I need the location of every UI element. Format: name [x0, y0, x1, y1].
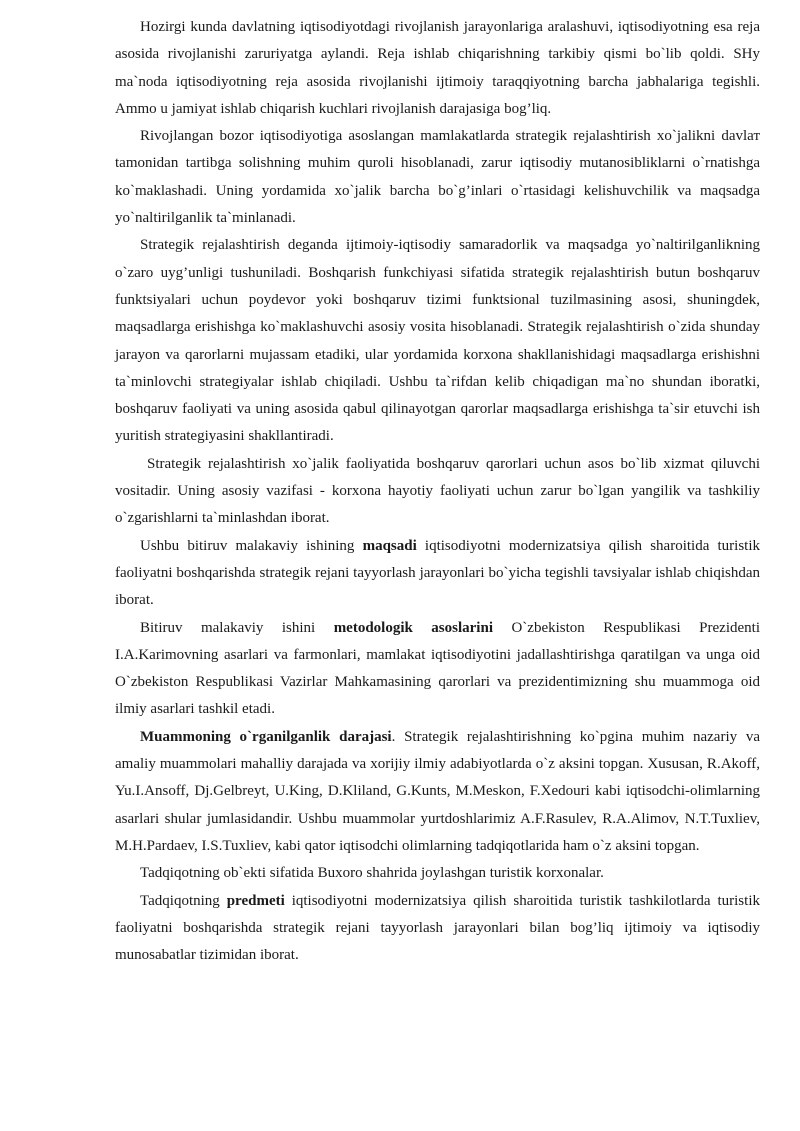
- text-segment: Ushbu bitiruv malakaviy ishining: [140, 537, 363, 554]
- paragraph-market-economy: [115, 123, 760, 232]
- paragraph-object: [115, 860, 760, 887]
- paragraph-research-level: [115, 724, 760, 860]
- paragraph-strategic-definition: [115, 232, 760, 450]
- text-segment: iqtisodiyotni modernizatsiya qilish sharoitida turistik tashkilotlarda turistik faoliyatni boshqarishda strategik rejani tayyorlash jarayonlari bilan bog’liq ijtimoiy va iqtisodiy munosabatlar tizimidan iborat.: [115, 892, 760, 964]
- paragraph-purpose: [115, 533, 760, 615]
- document-page: [115, 14, 760, 969]
- bold-term-research-level: Muammoning o`rganilganlik darajasi: [140, 728, 392, 745]
- bold-term-predmeti: predmeti: [226, 892, 285, 909]
- text-segment: Hozirgi kunda davlatning iqtisodiyotdagi rivojlanish jarayonlariga aralashuvi, iqtisodiyotning esa reja asosida rivojlanishi zaruriyatga aylandi. Reja ishlab chiqarishning tarkibiy qismi bo`lib qoldi. SHy ma`noda iqtisodiyotning reja asosida rivojlanishi ijtimoiy taraqqiyotning barcha jabhalariga tegishli. Ammo u jamiyat ishlab chiqarish kuchlari rivojlanish darajasiga bog’liq.: [115, 19, 760, 117]
- paragraph-strategic-tool: [115, 451, 760, 533]
- text-segment: Strategik rejalashtirish xo`jalik faoliyatida boshqaruv qarorlari uchun asos bo`lib xizmat qiluvchi vositadir. Uning asosiy vazifasi - korxona hayotiy faoliyati uchun zarur bo`lgan yangilik va tashkiliy o`zgarishlarni ta`minlashdan iborat.: [115, 455, 760, 527]
- text-segment: O`zbekiston Respublikasi Prezidenti I.A.Karimovning asarlari va farmonlari, mamlakat iqtisodiyotini jadallashtirishga qaratilgan va unga oid O`zbekiston Respublikasi Vazirlar Mahkamasining qarorlari va prezidentimizning shu muammoga oid ilmiy asarlari tashkil etadi.: [115, 619, 760, 718]
- bold-term-maqsadi: maqsadi: [362, 537, 417, 554]
- text-segment: . Strategik rejalashtirishning ko`pgina muhim nazariy va amaliy muammolari mahalliy darajada va xorijiy ilmiy adabiyotlarda o`z aksini topgan. Xususan, R.Akoff, Yu.I.Ansoff, Dj.Gelbreyt, U.King, D.Kliland, G.Kunts, M.Meskon, F.Xedouri kabi iqtisodchi-olimlarning asarlari shular jumlasidandir. Ushbu muammolar yurtdoshlarimiz A.F.Rasulev, R.A.Alimov, N.T.Tuxliev, M.H.Pardaev, I.S.Tuxliev, kabi qator iqtisodchi olimlarning tadqiqotlarida ham o`z aksini topgan.: [115, 728, 760, 854]
- text-segment: Bitiruv malakaviy ishini: [140, 619, 334, 636]
- text-segment: iqtisodiyotni modernizatsiya qilish sharoitida turistik faoliyatni boshqarishda strategik rejani tayyorlash jarayonlari bo`yicha tegishli tavsiyalar ishlab chiqishdan iborat.: [115, 537, 761, 609]
- text-segment: Tadqiqotning: [140, 892, 227, 909]
- paragraph-subject: [115, 888, 760, 970]
- bold-term-methodology: metodologik asoslarini: [333, 619, 493, 636]
- text-segment: Tadqiqotning ob`ekti sifatida Buxoro shahrida joylashgan turistik korxonalar.: [140, 865, 604, 882]
- paragraph-intro: [115, 14, 760, 123]
- text-segment: Rivojlangan bozor iqtisodiyotiga asoslangan mamlakatlarda strategik rejalashtirish xo`jalikni davlат tamonidan tartibga solishning muhim quroli hisoblanadi, zarur iqtisodiy mutanosibliklarni o`rnatishga ko`maklashadi. Uning yordamida xo`jalik barcha bo`g’inlari o`rtasidagi kelishuvchilik va maqsadga yo`naltirilganlik ta`minlanadi.: [115, 128, 760, 227]
- text-segment: Strategik rejalashtirish deganda ijtimoiy-iqtisodiy samaradorlik va maqsadga yo`naltirilganlikning o`zaro uyg’unligi tushuniladi. Boshqarish funkchiyasi sifatida strategik rejalashtirish butun boshqaruv funktsiyalari uchun poydevor yoki boshqaruv tizimi funktsional tuzilmasining asosi, shuningdek, maqsadlarga erishishga ko`maklashuvchi asosiy vosita hisoblanadi. Strategik rejalashtirish o`zida shunday jarayon va qarorlarni mujassam etadiki, ular yordamida korxona shakllanishidagi maqsadlarga erishishni ta`minlovchi strategiyalar ishlab chiqiladi. Ushbu ta`rifdan kelib chiqadigan ma`no shundan iboratki, boshqaruv faoliyati va uning asosida qabul qilinayotgan qarorlar maqsadlarga erishishga ta`sir etuvchi ish yuritish strategiyasini shakllantiradi.: [115, 237, 760, 445]
- paragraph-methodology: [115, 615, 760, 724]
